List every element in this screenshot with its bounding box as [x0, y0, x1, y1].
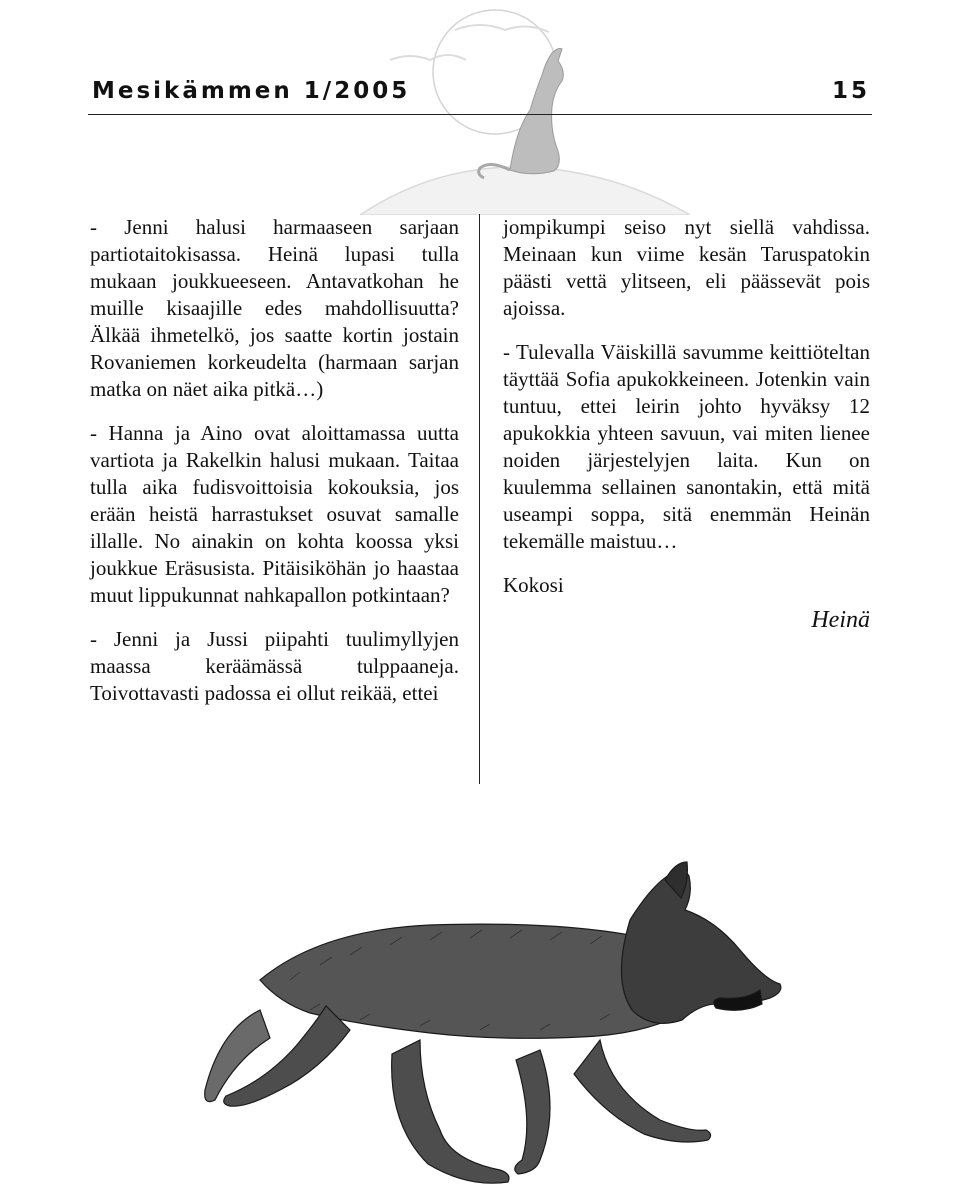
header-rule	[88, 114, 872, 115]
paragraph: - Jenni ja Jussi piipahti tuulimyllyjen maassa keräämässä tulppaaneja. Toivottavasti padossa ei ollut reikää, ettei	[90, 627, 459, 705]
paragraph: - Hanna ja Aino ovat aloittamassa uutta vartiota ja Rakelkin halusi mukaan. Taitaa tulla aika fudisvoittoisia kokouksia, jos erään heistä harrastukset osuvat samalle illalle. No ainakin on kohta koossa yksi joukkue Eräsusista. Pitäisiköhän jo haastaa muut lippukunnat nahkapallon potkintaan?	[90, 421, 459, 607]
sign-off: Kokosi	[503, 573, 564, 597]
paragraph: - Jenni halusi harmaaseen sarjaan partiotaitokisassa. Heinä lupasi tulla mukaan joukkueeseen. Antavatkohan he muille kisaajille edes mahdollisuutta? Älkää ihmetelkö, jos saatte kortin jostain Rovaniemen korkeudelta (harmaan sarjan matka on näet aika pitkä…)	[90, 215, 459, 401]
paragraph: jompikumpi seiso nyt siellä vahdissa. Meinaan kun viime kesän Taruspatokin päästi vettä ylitseen, eli päässevät pois ajoissa.	[503, 215, 870, 320]
page-number: 15	[831, 78, 870, 104]
running-wolf-illustration	[200, 860, 800, 1200]
signature-row	[503, 607, 870, 647]
right-column	[503, 214, 870, 647]
left-column	[90, 214, 459, 707]
publication-title: Mesikämmen 1/2005	[92, 78, 411, 104]
signature: Heinä	[811, 607, 870, 633]
paragraph: - Tulevalla Väiskillä savumme keittiöteltan täyttää Sofia apukokkeineen. Jotenkin vain tuntuu, ettei leirin johto hyväksy 12 apukokkia yhteen savuun, vai miten lienee noiden järjestelyjen laita. Kun on kuulemma sellainen sanontakin, että mitä useampi soppa, sitä enemmän Heinän tekemälle maistuu…	[503, 340, 870, 553]
column-divider	[479, 214, 480, 784]
page-header	[92, 78, 870, 112]
